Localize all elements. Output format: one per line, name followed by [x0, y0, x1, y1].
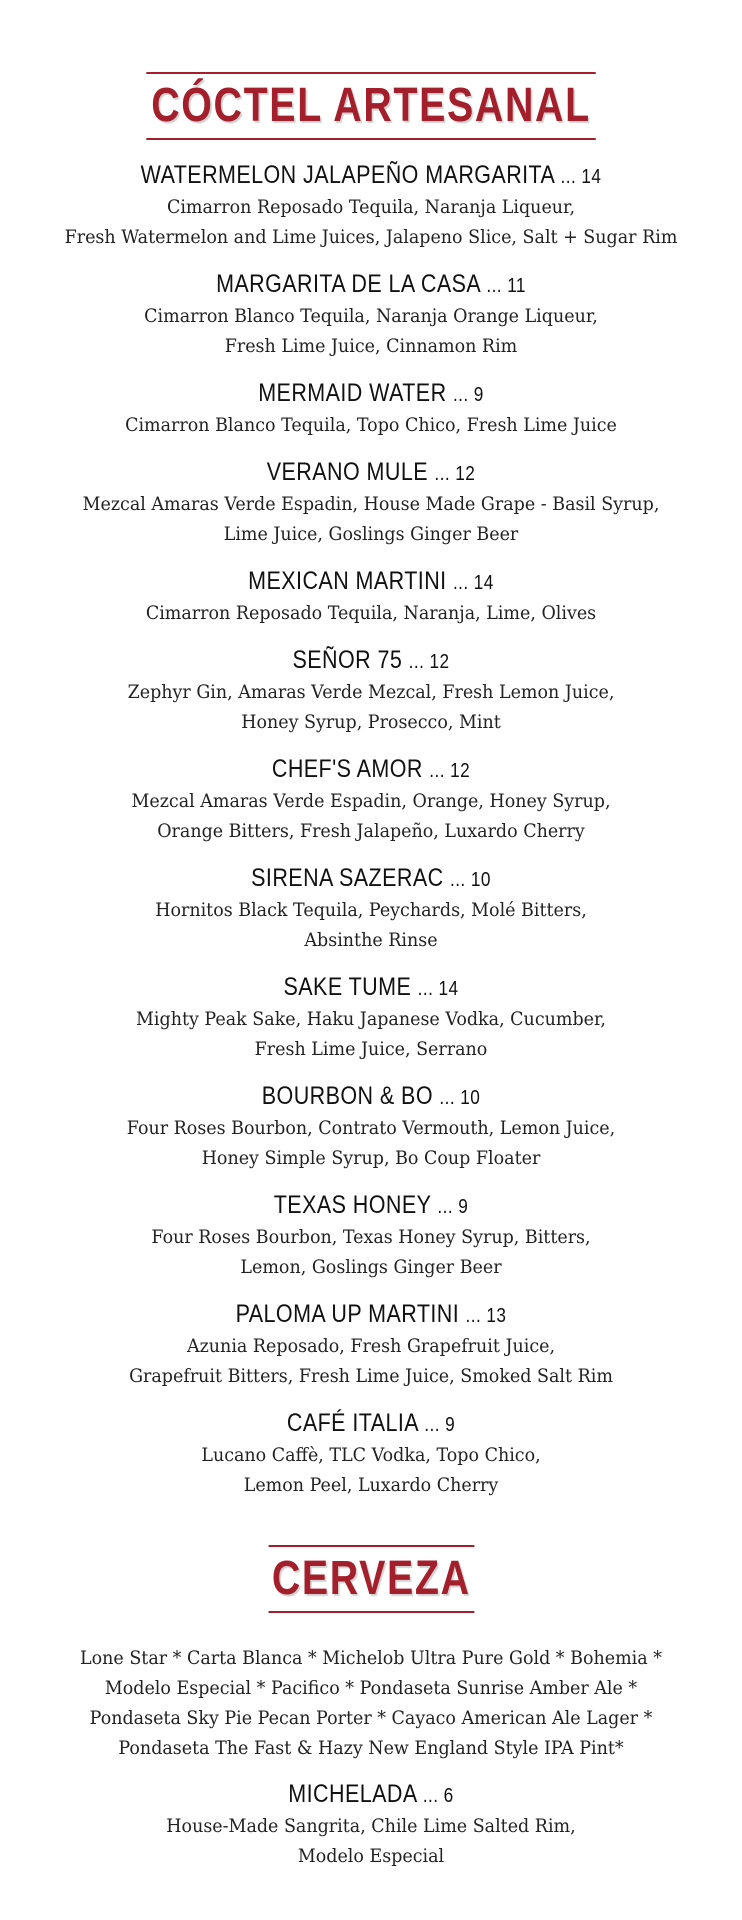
item-name: VERANO MULE: [266, 458, 428, 486]
item-description: Cimarron Reposado Tequila, Naranja Liqueur,: [166, 196, 576, 218]
item-description: Orange Bitters, Fresh Jalapeño, Luxardo Cherry: [157, 820, 585, 842]
item-price: ... 10: [449, 869, 491, 891]
item-name: MARGARITA DE LA CASA: [216, 270, 480, 298]
item-price: ... 6: [422, 1785, 454, 1807]
item-heading: [52, 1779, 690, 1811]
menu-item: [0, 1408, 742, 1500]
item-price: ... 9: [437, 1196, 469, 1218]
item-name: TEXAS HONEY: [273, 1191, 432, 1219]
menu-item: [0, 1779, 742, 1871]
item-description: Mezcal Amaras Verde Espadin, Orange, Honey Syrup,: [131, 790, 611, 812]
item-price: ... 12: [429, 760, 471, 782]
menu-item: [0, 645, 742, 737]
item-heading: [52, 1408, 690, 1440]
item-name: BOURBON & BO: [261, 1082, 433, 1110]
item-price: ... 11: [486, 275, 526, 297]
menu-item: [0, 863, 742, 955]
item-description: Lucano Caffè, TLC Vodka, Topo Chico,: [201, 1444, 541, 1466]
item-name: SAKE TUME: [283, 973, 412, 1001]
item-name: WATERMELON JALAPEÑO MARGARITA: [140, 161, 555, 189]
item-price: ... 13: [465, 1305, 507, 1327]
item-description: Cimarron Blanco Tequila, Naranja Orange Liqueur,: [144, 305, 598, 327]
beer-list: [0, 1643, 742, 1763]
menu-item: [0, 566, 742, 628]
item-description: Honey Simple Syrup, Bo Coup Floater: [201, 1147, 541, 1169]
section-title-beer: [0, 1545, 742, 1613]
item-heading: [52, 645, 690, 677]
item-name: SEÑOR 75: [292, 646, 403, 674]
item-description: Azunia Reposado, Fresh Grapefruit Juice,: [186, 1335, 556, 1357]
item-description: Fresh Watermelon and Lime Juices, Jalapeno Slice, Salt + Sugar Rim: [64, 226, 678, 248]
item-name: MEXICAN MARTINI: [248, 567, 447, 595]
item-heading: [52, 972, 690, 1004]
item-name: MICHELADA: [288, 1780, 417, 1808]
item-description: Four Roses Bourbon, Contrato Vermouth, Lemon Juice,: [126, 1117, 616, 1139]
item-description: Hornitos Black Tequila, Peychards, Molé Bitters,: [155, 899, 587, 921]
item-name: PALOMA UP MARTINI: [235, 1300, 460, 1328]
item-heading: [52, 754, 690, 786]
item-description: Lime Juice, Goslings Ginger Beer: [223, 523, 519, 545]
item-heading: [52, 1190, 690, 1222]
menu-item: [0, 269, 742, 361]
menu-item: [0, 160, 742, 252]
item-description: House-Made Sangrita, Chile Lime Salted Rim,: [166, 1815, 576, 1837]
item-name: CHEF'S AMOR: [271, 755, 423, 783]
item-heading: [52, 566, 690, 598]
item-description: Absinthe Rinse: [304, 929, 438, 951]
item-price: ... 12: [434, 463, 476, 485]
item-price: ... 9: [424, 1414, 456, 1436]
item-description: Cimarron Blanco Tequila, Topo Chico, Fresh Lime Juice: [125, 414, 617, 436]
beer-list-line: Pondaseta The Fast & Hazy New England Style IPA Pint*: [118, 1737, 624, 1759]
item-description: Zephyr Gin, Amaras Verde Mezcal, Fresh Lemon Juice,: [127, 681, 615, 703]
item-price: ... 9: [452, 384, 484, 406]
item-description: Grapefruit Bitters, Fresh Lime Juice, Smoked Salt Rim: [129, 1365, 613, 1387]
menu-item: [0, 1190, 742, 1282]
item-description: Four Roses Bourbon, Texas Honey Syrup, Bitters,: [151, 1226, 591, 1248]
item-price: ... 14: [452, 572, 494, 594]
menu-item: [0, 457, 742, 549]
item-heading: [52, 160, 690, 192]
item-name: SIRENA SAZERAC: [251, 864, 444, 892]
item-description: Lemon Peel, Luxardo Cherry: [243, 1474, 499, 1496]
beer-heading: CERVEZA: [268, 1545, 473, 1613]
item-heading: [52, 457, 690, 489]
item-description: Modelo Especial: [297, 1845, 445, 1867]
cocktails-heading: CÓCTEL ARTESANAL: [146, 72, 595, 140]
item-description: Mezcal Amaras Verde Espadin, House Made Grape - Basil Syrup,: [82, 493, 660, 515]
menu-item: [0, 1081, 742, 1173]
item-heading: [52, 269, 690, 301]
beer-item-list: [0, 1779, 742, 1871]
item-description: Fresh Lime Juice, Serrano: [254, 1038, 488, 1060]
item-heading: [52, 1081, 690, 1113]
item-description: Cimarron Reposado Tequila, Naranja, Lime, Olives: [145, 602, 597, 624]
menu-item: [0, 972, 742, 1064]
item-heading: [52, 863, 690, 895]
menu-item: [0, 1299, 742, 1391]
item-name: CAFÉ ITALIA: [286, 1409, 418, 1437]
beer-list-line: Pondaseta Sky Pie Pecan Porter * Cayaco American Ale Lager *: [89, 1707, 653, 1729]
item-description: Fresh Lime Juice, Cinnamon Rim: [224, 335, 518, 357]
menu-item: [0, 754, 742, 846]
section-title-cocktails: [0, 72, 742, 140]
item-heading: [52, 378, 690, 410]
item-name: MERMAID WATER: [258, 379, 447, 407]
cocktail-list: [0, 160, 742, 1500]
menu-item: [0, 378, 742, 440]
beer-list-line: Modelo Especial * Pacifico * Pondaseta Sunrise Amber Ale *: [104, 1677, 638, 1699]
item-description: Mighty Peak Sake, Haku Japanese Vodka, Cucumber,: [136, 1008, 606, 1030]
item-description: Honey Syrup, Prosecco, Mint: [241, 711, 501, 733]
item-description: Lemon, Goslings Ginger Beer: [240, 1256, 502, 1278]
beer-list-line: Lone Star * Carta Blanca * Michelob Ultra Pure Gold * Bohemia *: [80, 1647, 662, 1669]
item-price: ... 14: [417, 978, 459, 1000]
item-price: ... 14: [560, 166, 602, 188]
item-price: ... 10: [439, 1087, 481, 1109]
item-price: ... 12: [408, 651, 450, 673]
item-heading: [52, 1299, 690, 1331]
